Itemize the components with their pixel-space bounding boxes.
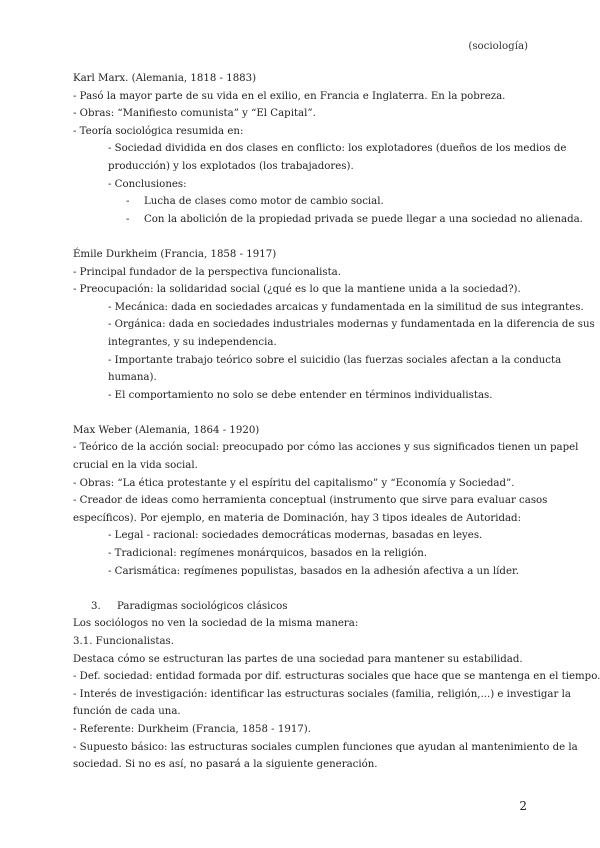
marx-sub-line: producción) y los explotados (los trabajadores). [108,160,354,172]
paradigmas-line: - Interés de investigación: identificar las estructuras sociales (familia, religión,...) e investigar la [73,688,571,700]
marx-line: - Teoría sociológica resumida en: [73,125,244,137]
document-body [73,70,600,774]
weber-line: - Obras: “La ética protestante y el espíritu del capitalismo” y “Economía y Sociedad”. [73,477,515,489]
weber-sub-line: - Legal - racional: sociedades democráticas modernas, basadas en leyes. [108,530,483,542]
weber-line: específicos). Por ejemplo, en materia de Dominación, hay 3 tipos ideales de Autoridad: [73,512,522,524]
durkheim-sub-line: - Mecánica: dada en sociedades arcaicas y fundamentada en la similitud de sus integrantes. [108,301,584,313]
weber-heading: Max Weber (Alemania, 1864 - 1920) [73,424,260,436]
page-header: (sociología) [468,41,528,52]
dash-marker: - [126,213,130,225]
marx-line: - Pasó la mayor parte de su vida en el exilio, en Francia e Inglaterra. En la pobreza. [73,90,506,102]
dash-marker: - [126,196,130,208]
marx-bullet [73,193,533,211]
marx-bullet [73,211,583,229]
section-title: Paradigmas sociológicos clásicos [117,600,288,612]
marx-bullet-text: Con la abolición de la propiedad privada se puede llegar a una sociedad no alienada. [144,213,583,225]
marx-line: - Obras: “Manifiesto comunista” y “El Capital”. [73,108,316,120]
paradigmas-line: - Referente: Durkheim (Francia, 1858 - 1917). [73,723,311,735]
paradigmas-line: Destaca cómo se estructuran las partes de una sociedad para mantener su estabilidad. [73,653,523,665]
section-number: 3. [91,600,101,612]
weber-line: crucial en la vida social. [73,460,198,472]
durkheim-sub-line: humana). [108,372,157,384]
paradigmas-line: Los sociólogos no ven la sociedad de la misma manera: [73,618,359,630]
marx-heading: Karl Marx. (Alemania, 1818 - 1883) [73,73,257,84]
marx-bullet-text: Lucha de clases como motor de cambio social. [144,196,384,208]
weber-line: - Teórico de la acción social: preocupado por cómo las acciones y sus significados tienen un papel [73,442,579,454]
marx-sub-line: - Conclusiones: [108,178,187,190]
durkheim-line: - Principal fundador de la perspectiva funcionalista. [73,266,341,278]
durkheim-sub-line: - Orgánica: dada en sociedades industriales modernas y fundamentada en la diferencia de sus [108,319,595,331]
subsection-heading: 3.1. Funcionalistas. [73,636,174,647]
paradigmas-line: - Def. sociedad: entidad formada por dif. estructuras sociales que hace que se mantenga en el tiempo. [73,671,600,683]
durkheim-line: - Preocupación: la solidaridad social (¿qué es lo que la mantiene unida a la sociedad?). [73,284,521,296]
durkheim-sub-line: integrantes, y su independencia. [108,336,277,348]
weber-line: - Creador de ideas como herramienta conceptual (instrumento que sirve para evaluar casos [73,495,548,507]
weber-sub-line: - Carismática: regímenes populistas, basados en la adhesión afectiva a un líder. [108,565,519,577]
paradigmas-line: - Supuesto básico: las estructuras sociales cumplen funciones que ayudan al mantenimiento de la [73,741,578,753]
durkheim-sub-line: - El comportamiento no solo se debe entender en términos individualistas. [108,389,493,401]
durkheim-heading: Émile Durkheim (Francia, 1858 - 1917) [73,248,277,260]
page-number: 2 [519,799,527,813]
durkheim-sub-line: - Importante trabajo teórico sobre el suicidio (las fuerzas sociales afectan a la conducta [108,354,562,366]
section-heading [73,598,533,616]
paradigmas-line: función de cada una. [73,706,181,718]
paradigmas-line: sociedad. Si no es así, no pasará a la siguiente generación. [73,759,378,771]
marx-sub-line: - Sociedad dividida en dos clases en conflicto: los explotadores (dueños de los medios de [108,143,567,155]
weber-sub-line: - Tradicional: regímenes monárquicos, basados en la religión. [108,548,428,560]
